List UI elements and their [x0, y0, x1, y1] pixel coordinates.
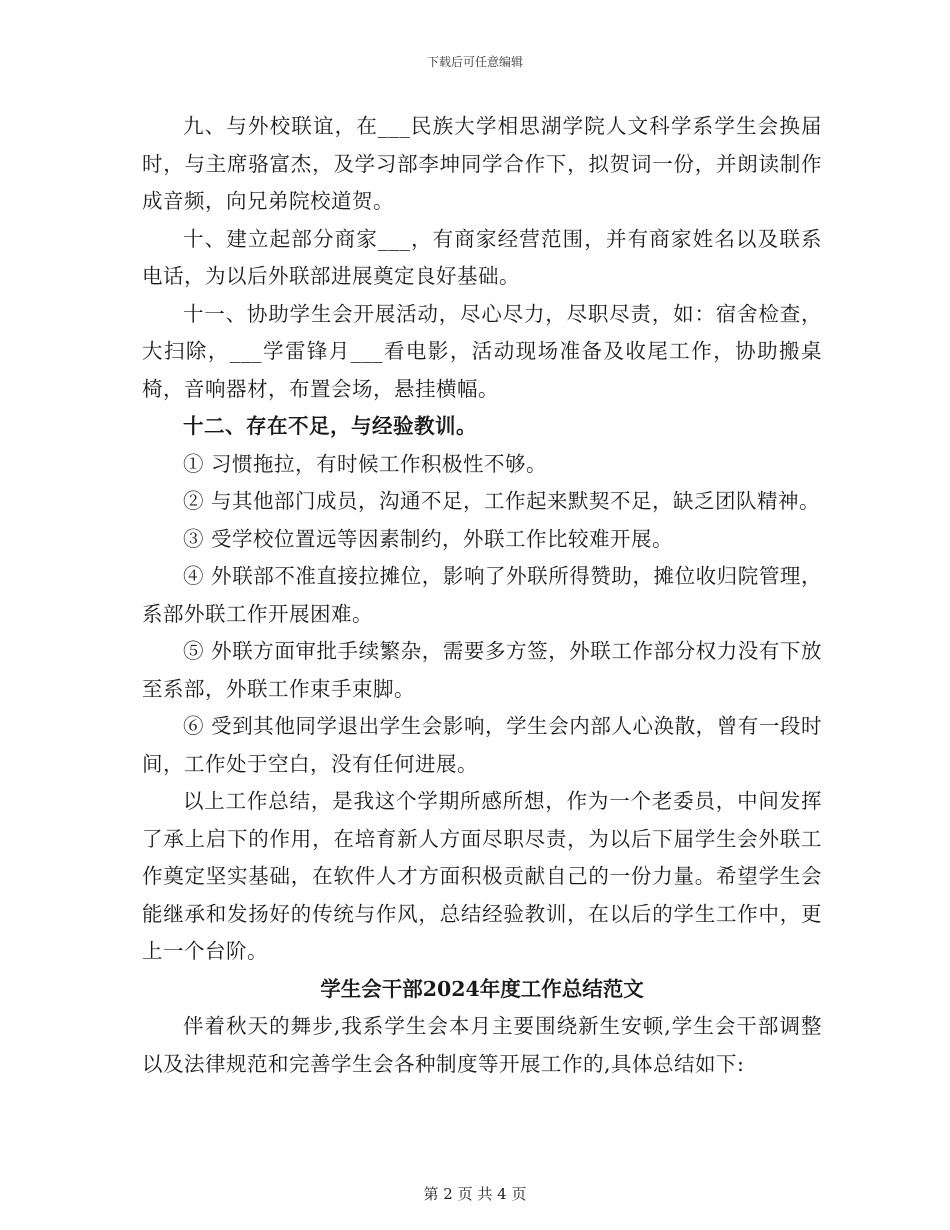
shortcoming-item-4: ④ 外联部不准直接拉摊位，影响了外联所得赞助，摊位收归院管理，系部外联工作开展困难。	[142, 564, 822, 626]
shortcoming-item-3: ③ 受学校位置远等因素制约，外联工作比较难开展。	[183, 526, 674, 551]
page-footer: 第 2 页 共 4 页	[423, 1185, 527, 1203]
document-body	[142, 108, 822, 1083]
shortcoming-item-1: ① 习惯拖拉，有时候工作积极性不够。	[183, 451, 548, 476]
paragraph-item-10: 十、建立起部分商家___，有商家经营范围，并有商家姓名以及联系电话，为以后外联部进展奠定良好基础。	[142, 226, 822, 288]
shortcoming-item-6: ⑥ 受到其他同学退出学生会影响，学生会内部人心涣散，曾有一段时间，工作处于空白，没有任何进展。	[142, 714, 822, 776]
paragraph-item-11: 十一、协助学生会开展活动，尽心尽力，尽职尽责，如：宿舍检查，大扫除，___学雷锋月___看电影，活动现场准备及收尾工作，协助搬桌椅，音响器材，布置会场，悬挂横幅。	[142, 301, 822, 401]
paragraph-item-9: 九、与外校联谊，在___民族大学相思湖学院人文科学系学生会换届时，与主席骆富杰，及学习部李坤同学合作下，拟贺词一份，并朗读制作成音频，向兄弟院校道贺。	[142, 114, 822, 213]
section-title: 学生会干部2024年度工作总结范文	[320, 976, 644, 1001]
summary-paragraph: 以上工作总结，是我这个学期所感所想，作为一个老委员，中间发挥了承上启下的作用，在培育新人方面尽职尽责，为以后下届学生会外联工作奠定坚实基础，在软件人才方面积极贡献自己的一份力量。希望学生会能继承和发扬好的传统与作风，总结经验教训，在以后的学生工作中，更上一个台阶。	[142, 789, 822, 963]
intro-paragraph: 伴着秋天的舞步,我系学生会本月主要围绕新生安顿,学生会干部调整以及法律规范和完善学生会各种制度等开展工作的,具体总结如下:	[142, 1014, 822, 1076]
shortcoming-item-2: ② 与其他部门成员，沟通不足，工作起来默契不足，缺乏团队精神。	[183, 489, 821, 513]
paragraph-item-12-heading: 十二、存在不足，与经验教训。	[183, 414, 477, 438]
page-header: 下载后可任意编辑	[426, 55, 523, 69]
shortcoming-item-5: ⑤ 外联方面审批手续繁杂，需要多方签，外联工作部分权力没有下放至系部，外联工作束手束脚。	[142, 639, 822, 701]
